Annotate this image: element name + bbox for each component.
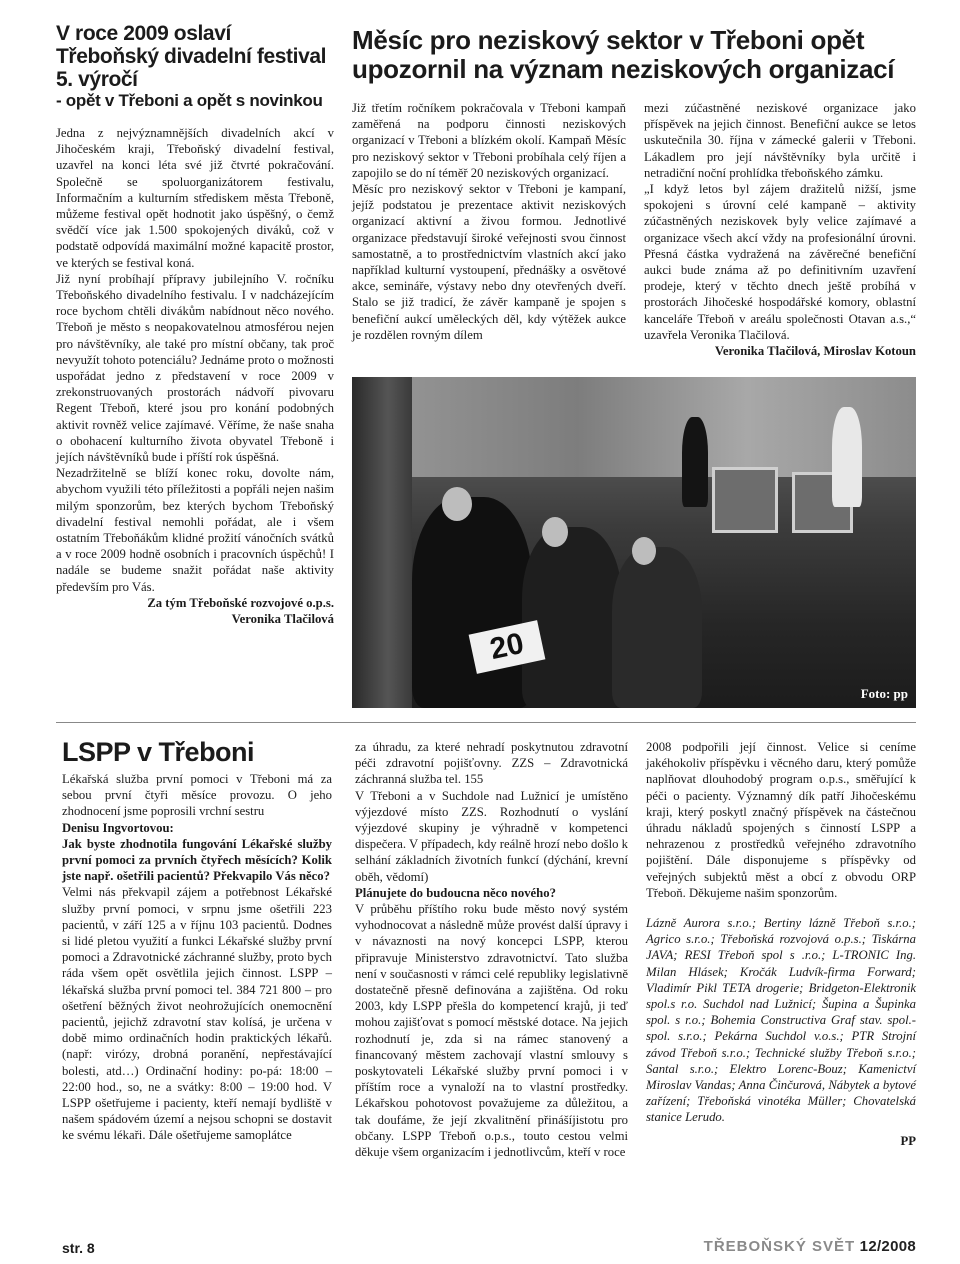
article-lspp-text-2a: za úhradu, za které nehradí poskytnutou zdravotní péči zdravotní pojišťovny. ZZS – Zdravotnická záchranná služba tel. 155 V Třeboni a v Suchdole nad Lužnicí je umístěno výjezdové místo ZZS. Rozhodnutí o vyslání výjezdové skupiny je výhradně v kompetenci dispečera. V případech, kdy reálně hrozí nebo došlo k selhání základních životních funkcí (dýchání, krevní oběh, vědomí): [355, 740, 628, 884]
page-number: str. 8: [62, 1240, 95, 1256]
photo-credit: Foto: pp: [860, 686, 908, 701]
photo-audience: [412, 497, 532, 708]
article-lspp-question-2: Plánujete do budoucna něco nového?: [355, 885, 556, 900]
article-lspp-column-1: [62, 771, 332, 1144]
article-lspp-text-2b: V průběhu příštího roku bude město nový systém vyhodnocovat a následně může provést další úpravy i v návaznosti na nový koncepci LSPP, kterou připravuje Ministerstvo zdravotnictví. Tato služba není v současnosti v rámci celé republiky legislativně dostatečně přesně definována a zajištěna. Od roku 2003, kdy LSPP přešla do kompetencí krajů, ji teď mohou zajišťovat s pomocí městské dotace. Na jejich rozhodnutí je, zda si na rámec stanovený a financovaný městem zachovají vlastní smlouvy s poskytovateli Lékařské služby první pomoci i v příštím roce a vynaloží na to vlastní prostředky. Lékařskou pohotovost považujeme za důležitou, a tak doufáme, že její zkvalitnění přinášíjistotu pro občany. LSPP Třeboň o.p.s., touto cestou velmi děkuje všem organizacím i jednotlivcům, kteří v roce: [355, 902, 628, 1160]
article-lspp-answer-1: Velmi nás překvapil zájem a potřebnost Lékařské služby první pomoci, v srpnu jsme ošetřili 223 pacientů, v září 125 a v říjnu 103 pacientů. Dodnes si lidé pletou využití a funkci Lékařské služby první pomoci a Zdravotnické záchranné služby, proto bych ráda všem opět osvětlila jejich činnost. LSPP – lékařská služba první pomoci tel. 384 721 800 – pro ošetření běžných život neohrožujících onemocnění pacientů, jejichž zdravotní stav kolísá, je určena v době mimo ordinačních hodin praktických lékařů. (např: virózy, drobná poranění, nepřestávající bolesti, atd…) Ordinační hodiny: po-pá: 18:00 – 22:00 hod., so, ne a svátky: 8:00 – 19:00 hod. V LSPP ošetřujeme i pacienty, kteří nemají bydliště v našem spádovém území a nejsou schopni se dostavit ke svému lékaři. Dále ošetřujeme samoplátce: [62, 885, 332, 1143]
magazine-name: TŘEBOŇSKÝ SVĚT: [703, 1238, 856, 1255]
article-lspp-question-1: Jak byste zhodnotila fungování Lékařské služby první pomoci za prvních čtyřech měsících? Kolik jste např. ošetřili pacientů? Překvapilo Vás něco?: [62, 836, 332, 884]
photo-curtain: [352, 377, 412, 708]
article-festival-body: Jedna z nejvýznamnějších divadelních akcí v Jihočeském kraji, Třeboňský divadelní festival, uzavřel na konci léta své již čtvrté pokračování. Společně se spoluorganizátorem festivalu, Informačním a kulturním střediskem města Třeboně, můžeme festival opět hodnotit jako úspěšný, o čemž svědčí více jak 1.500 spokojených diváků, což v podstatě odpovídá maximální možné kapacitě prostor, ve kterých se festival koná. Již nyní probíhají přípravy jubilejního V. ročníku Třeboňského divadelního festivalu. I v nadcházejícím roce bychom chtěli divákům nabídnout něco nového. Třeboň je město s neopakovatelnou atmosférou nejen pro návštěvníky, ale také pro místní občany, tak proč nevyužít tohoto potenciálu? Jednáme proto o možnosti uspořádat jedno z představení v roce 2009 v zrekonstruovaných prostorách nádvoří pivovaru Regent Třeboň, které jsou pro konání podobných aktivit rovněž velice zajímavé. Věříme, že naše snaha o obohacení kulturního života obyvatel Třeboně i jejích návštěvníků bude i příští rok úspěšná. Nezadržitelně se blíží konec roku, dovolte nám, abychom využili této příležitosti a popřáli nejen našim milým sponzorům, bez kterých bychom Třeboňský divadelní festival nemohli pořádat, ale i všem ostatním Třeboňákům klidné prožití vánočních svátků a v roce 2009 hodně osobních i pracovních úspěchů! I nadále se budeme snažit pořádat naše aktivity především pro Vás.: [56, 126, 334, 594]
article-festival-title: V roce 2009 oslaví Třeboňský divadelní festival 5. výročí: [56, 22, 327, 91]
photo-audience: [522, 527, 622, 708]
photo-speaker: [832, 407, 862, 507]
article-festival: [56, 22, 334, 627]
photo-painting: [712, 467, 778, 533]
magazine-issue: 12/2008: [859, 1238, 916, 1255]
article-nonprofit-text-1: Již třetím ročníkem pokračovala v Třeboni kampaň zaměřená na podporu činnosti neziskových organizací v Třeboni a blízkém okolí. Kampaň Měsíc pro neziskový sektor v Třeboni probíhala celý říjen a zapojilo se do ní téměř 20 neziskových organizací. Měsíc pro neziskový sektor v Třeboni je kampaní, jejíž podstatou je prezentace aktivit neziskových organizací aktivní a živou formou. Jednotlivé organizace představují široké veřejnosti svou činnost samostatně, a to prostřednictvím vlastních akcí jako například kulturní vystoupení, přednášky a osvětové akce, semináře, výstavy nebo dny otevřených dveří. Stalo se již tradicí, že závěr kampaně je spojen s benefiční aukcí uměleckých děl, kdy výtěžek aukce je rozdělen rovným dílem: [352, 101, 626, 342]
photo-person: [682, 417, 708, 507]
article-lspp-column-2: [355, 739, 628, 1160]
event-photo: [352, 377, 916, 708]
photo-head: [442, 487, 472, 521]
article-lspp-sponsors: Lázně Aurora s.r.o.; Bertiny lázně Třeboň s.r.o.; Agrico s.r.o.; Třeboňská rozvojová o.p.s.; Tiskárna JAVA; RESI Třeboň spol s .r.o.; L-TRONIC Ing. Milan Hlásek; Kročák Ludvík-firma Forward; Vladimír Pikl TETA drogerie; Bridgeton-Elektronik spol.s r.o. Suchdol nad Lužnicí; Šupina a Šupinka spol. s r.o.; Bohemia Constructiva Graf stav. spol.-spol. s.r.o.; Pekárna Suchdol v.o.s.; PTR Strojní závod Třeboň s.r.o.; Technické služby Třeboň s.r.o.; Santal s.r.o.; Elektro Lorenc-Bouz; Kamenictví Miroslav Vandas; Anna Činčurová, Nábytek a bytové zařízení; Třeboňská vinotéka Müller; Chovatelská stanice Lerudo.: [646, 916, 916, 1125]
magazine-footer: [704, 1238, 916, 1255]
photo-head: [542, 517, 568, 547]
article-festival-signature-name: Veronika Tlačilová: [231, 612, 334, 627]
article-nonprofit-title: Měsíc pro neziskový sektor v Třeboni opět upozornil na význam neziskových organizací: [352, 25, 895, 84]
section-divider: [56, 722, 916, 723]
article-lspp-title: LSPP v Třeboni: [62, 737, 255, 767]
article-lspp-text-3: 2008 podpořili její činnost. Velice si ceníme jakéhokoliv příspěvku i věcného daru, který pomůže naplňovat dlouhodobý program o.p.s., směřující k péči o pacienty. Významný dík patří Jihočeskému kraji, který poskytl značný příspěvek na částečnou úhradu nákladů spojených s činností LSPP a nehrazenou z prostředků veřejného zdravotního pojištění. Dále disponujeme s příspěvky od veřejných subjektů měst a obcí z obvodu ORP Třeboň. Děkujeme našim sponzorům.: [646, 740, 916, 900]
article-festival-signature-org: Za tým Třeboňské rozvojové o.p.s.: [147, 595, 334, 610]
article-nonprofit-signature: Veronika Tlačilová, Miroslav Kotoun: [714, 344, 916, 359]
article-lspp-interviewee: Denisu Ingvortovou:: [62, 820, 174, 835]
photo-number-card: 20: [469, 620, 546, 674]
article-lspp-signature: PP: [900, 1133, 916, 1148]
article-lspp-intro: Lékařská služba první pomoci v Třeboni má za sebou první čtyři měsíce provozu. O jeho zhodnocení jsme poprosili vrchní sestru: [62, 772, 332, 819]
article-nonprofit-text-2: mezi zúčastněné neziskové organizace jako příspěvek na jejich činnost. Benefiční aukce se letos uskutečnila 30. října v zámecké galerii v Třeboni. Lákadlem pro její návštěvníky byla určitě i netradiční noční prohlídka třeboňského zámku. „I když letos byl zájem dražitelů nižší, jsme spokojeni s úrovní celé kampaně – aktivity zúčastněných neziskovek byly velice zajímavé a organizace všech akcí vždy na profesionální úrovni. Přesná částka vydražená na závěrečné benefiční aukci bude známa až po definitivním uzavření prodeje, který v těchto dnech ještě probíhá v prostorách Jihočeské hospodářské komory, oblastní kanceláře Třeboň v areálu společnosti Otavan a.s.,“ uzavřela Veronika Tlačilová.: [644, 101, 916, 342]
article-nonprofit-column-2: [644, 100, 916, 359]
article-nonprofit-column-1: [352, 100, 626, 343]
photo-head: [632, 537, 656, 565]
article-festival-subtitle: - opět v Třeboni a opět s novinkou: [56, 91, 323, 110]
photo-audience: [612, 547, 702, 708]
article-lspp-column-3: [646, 739, 916, 1149]
